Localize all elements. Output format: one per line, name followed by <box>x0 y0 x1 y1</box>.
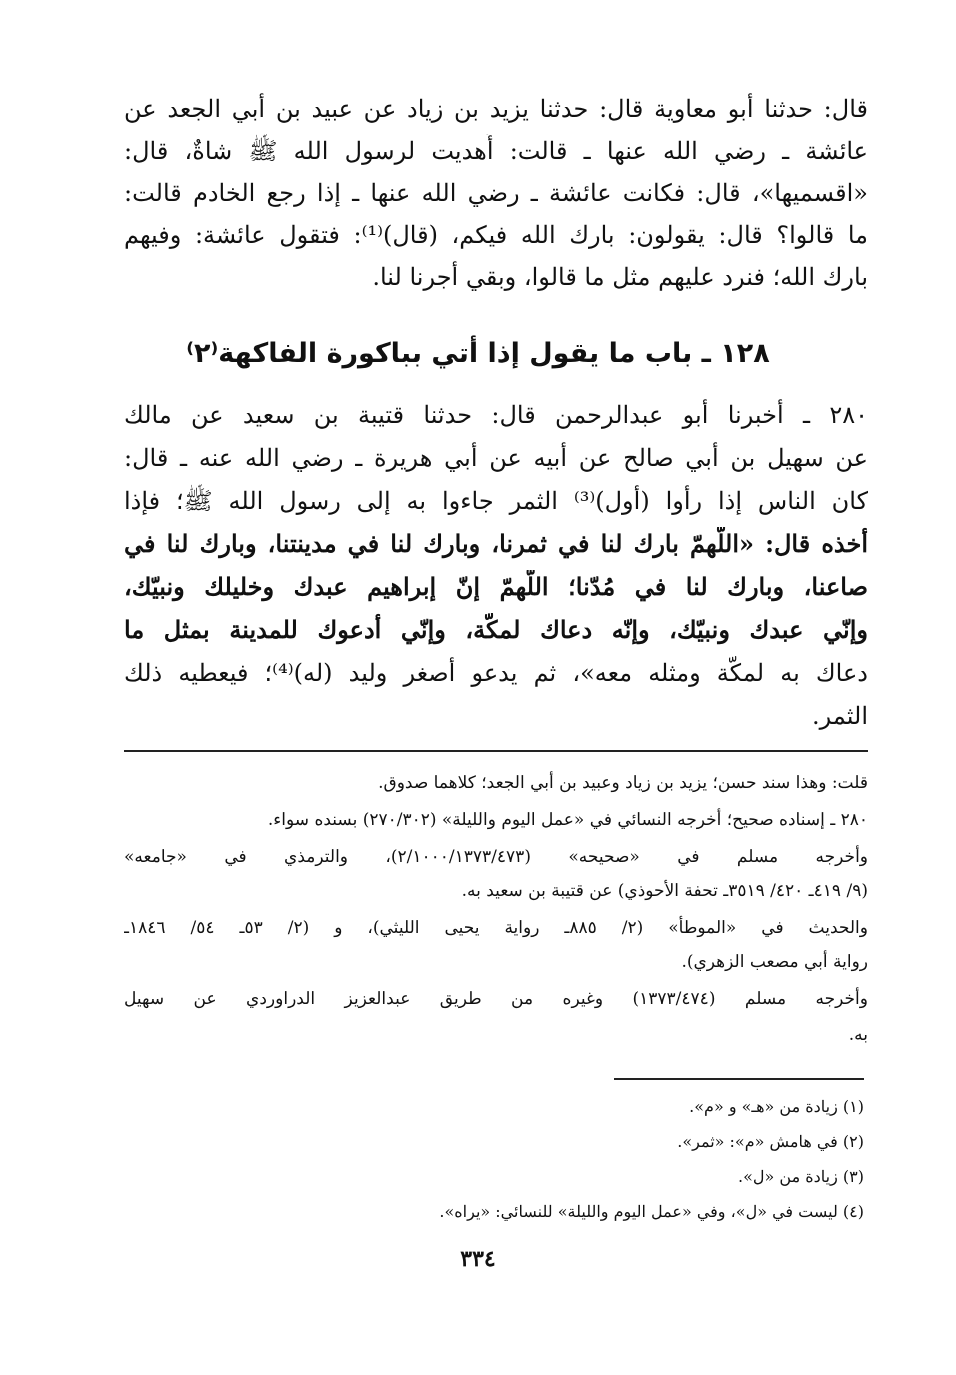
chapter-heading: ١٢٨ ـ باب ما يقول إذا أتي بباكورة الفاكهة⁽٢⁾ <box>186 338 770 369</box>
notes-separator <box>614 1078 864 1080</box>
hadith-line: وإنّي عبدك ونبيّك، وإنّه دعاك لمكّة، وإنّي أدعوك للمدينة بمثل ما <box>124 615 868 644</box>
hadith-line: صاعنا، وبارك لنا في مُدّنا؛ اللّهمّ إنّ إبراهيم عبدك وخليلك ونبيّك، <box>124 572 868 601</box>
footnote: (١) زيادة من «هـ» و «م». <box>689 1097 864 1116</box>
footnote: (٢) في هامش «م»: «ثمر». <box>677 1132 864 1151</box>
commentary-line: وأخرجه مسلم في «صحيحه» (٢/١٠٠٠/١٣٧٣/٤٧٣)، والترمذي في «جامعه» <box>124 847 868 867</box>
commentary-line: (٩/ ٤١٩ـ ٤٢٠/ ٣٥١٩ـ تحفة الأحوذي) عن قتيبة بن سعيد به. <box>461 881 868 901</box>
text-line: بارك الله؛ فنرد عليهم مثل ما قالوا، وبقي أجرنا لنا. <box>372 263 868 291</box>
footnote: (٤) ليست في «ل»، وفي «عمل اليوم والليلة» للنسائي: «يراه». <box>439 1202 864 1221</box>
hadith-line: ٢٨٠ ـ أخبرنا أبو عبدالرحمن قال: حدثنا قتيبة بن سعيد عن مالك <box>124 401 868 429</box>
commentary-line: وأخرجه مسلم (١٣٧٣/٤٧٤) وغيره من طريق عبدالعزيز الدراوردي عن سهيل <box>124 989 868 1009</box>
commentary-line: ٢٨٠ ـ إسناده صحيح؛ أخرجه النسائي في «عمل اليوم والليلة» (٢٧٠/٣٠٢) بسنده سواء. <box>267 810 868 830</box>
commentary-line: والحديث في «الموطأ» (٢/ ٨٨٥ـ رواية يحيى الليثي)، و (٢/ ٥٣ـ ٥٤/ ١٨٤٦ـ <box>124 918 868 938</box>
text-line: ما قالوا؟ قال: يقولون: بارك الله فيكم، (قال)⁽¹⁾: فتقول عائشة: وفيهم <box>124 221 868 249</box>
commentary-line: رواية أبي مصعب الزهري). <box>681 952 868 972</box>
commentary-line: به. <box>848 1025 868 1045</box>
text-line: قال: حدثنا أبو معاوية قال: حدثنا يزيد بن زياد عن عبيد بن أبي الجعد عن <box>124 95 868 123</box>
commentary-line: قلت: وهذا سند حسن؛ يزيد بن زياد وعبيد بن أبي الجعد؛ كلاهما صدوق. <box>378 773 868 793</box>
footnote: (٣) زيادة من «ل». <box>738 1167 864 1186</box>
text-line: عائشة ـ رضي الله عنها ـ قالت: أُهديت لرسول الله ﷺ شاةٌ، قال: <box>124 137 868 165</box>
text-line: «اقسميها»، قال: فكانت عائشة ـ رضي الله عنها ـ إذا رجع الخادم قالت: <box>124 179 868 207</box>
hadith-line: الثمر. <box>812 702 868 730</box>
page-number: ٣٣٤ <box>460 1246 496 1272</box>
hadith-line: دعاك به لمكّة ومثله معه»، ثم يدعو أصغر وليد (له)⁽⁴⁾؛ فيعطيه ذلك <box>124 659 868 687</box>
hadith-line: أخذه قال: «اللّهمّ بارك لنا في ثمرنا، وبارك لنا في مدينتنا، وبارك لنا في <box>124 529 868 558</box>
hadith-line: عن سهيل بن أبي صالح عن أبيه عن أبي هريرة ـ رضي الله عنه ـ قال: <box>124 444 868 472</box>
hadith-line: كان الناس إذا رأوا (أول)⁽³⁾ الثمر جاءوا به إلى رسول الله ﷺ؛ فإذا <box>124 487 868 515</box>
footnote-separator <box>124 750 868 752</box>
